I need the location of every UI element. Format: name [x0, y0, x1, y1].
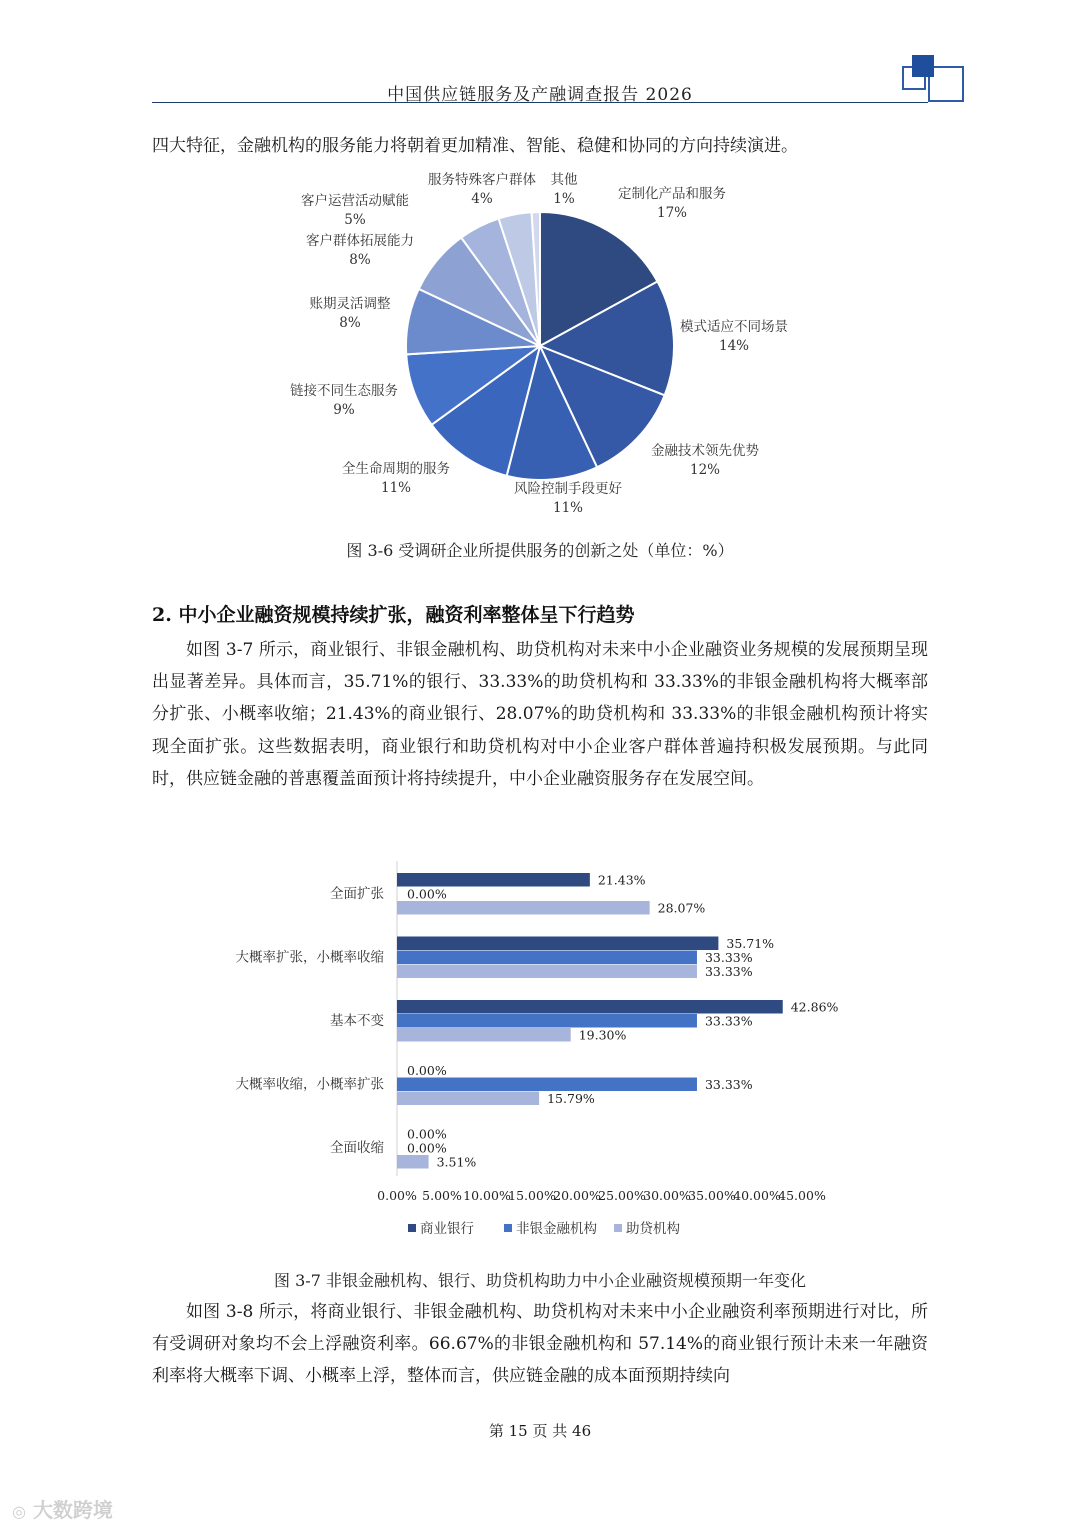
- pie-slice-value-7: 8%: [349, 252, 371, 268]
- pie-slice-label-4: 全生命周期的服务: [342, 461, 450, 477]
- x-tick-labels: [377, 1188, 826, 1203]
- bar-3-1: [397, 1078, 697, 1092]
- pie-slice-label-5: 链接不同生态服务: [290, 383, 398, 399]
- pie-slice-label-8: 客户运营活动赋能: [301, 193, 409, 209]
- legend-label-2: 助贷机构: [626, 1221, 680, 1237]
- pie-slice-label-0: 定制化产品和服务: [618, 186, 726, 202]
- pie-slice-label-7: 客户群体拓展能力: [306, 233, 414, 249]
- legend-swatch-2: [614, 1224, 622, 1232]
- pie-slice-label-10: 其他: [550, 172, 578, 188]
- bar-value-4-0: 0.00%: [407, 1126, 447, 1142]
- watermark-icon: ◎: [12, 1502, 26, 1521]
- category-label-3: 大概率收缩，小概率扩张: [235, 1076, 384, 1093]
- pie-slice-value-1: 14%: [718, 338, 750, 354]
- pie-chart-figure-3-6: [152, 168, 928, 528]
- bar-2-0: [397, 1000, 783, 1014]
- category-label-1: 大概率扩张，小概率收缩: [235, 949, 384, 966]
- legend-swatch-1: [504, 1224, 512, 1232]
- pie-slice-value-3: 11%: [552, 500, 584, 516]
- watermark-text: 大数跨境: [32, 1498, 113, 1522]
- bar-chart-figure-3-7: [152, 856, 928, 1246]
- x-tick-6: 30.00%: [643, 1188, 691, 1203]
- x-tick-0: 0.00%: [377, 1188, 417, 1203]
- pie-slice-value-10: 1%: [553, 191, 575, 207]
- bar-value-0-1: 0.00%: [407, 886, 447, 902]
- category-label-4: 全面收缩: [330, 1140, 384, 1156]
- bar-value-0-0: 21.43%: [597, 872, 646, 888]
- pie-slice-value-8: 5%: [344, 212, 366, 228]
- x-tick-4: 20.00%: [553, 1188, 601, 1203]
- category-labels: [236, 885, 385, 1156]
- x-tick-8: 40.00%: [733, 1188, 781, 1203]
- section-heading: 2. 中小企业融资规模持续扩张，融资利率整体呈下行趋势: [152, 604, 635, 626]
- legend-swatch-0: [408, 1224, 416, 1232]
- bar-2-2: [397, 1028, 571, 1042]
- bar-2-1: [397, 1014, 697, 1028]
- bar-0-2: [397, 901, 650, 915]
- pie-slice-label-3: 风险控制手段更好: [514, 481, 622, 497]
- bar-1-1: [397, 951, 697, 965]
- bar-value-0-2: 28.07%: [657, 900, 706, 916]
- intro-paragraph-line: 四大特征，金融机构的服务能力将朝着更加精准、智能、稳健和协同的方向持续演进。: [152, 136, 798, 156]
- bar-value-2-1: 33.33%: [704, 1013, 753, 1029]
- pie-slice-value-2: 12%: [689, 462, 721, 478]
- bar-4-2: [397, 1155, 429, 1169]
- category-label-0: 全面扩张: [330, 886, 384, 902]
- bar-value-2-0: 42.86%: [790, 999, 839, 1015]
- page-header-title: 中国供应链服务及产融调查报告 2026: [387, 85, 693, 105]
- pie-slice-value-0: 17%: [656, 205, 688, 221]
- x-tick-7: 35.00%: [688, 1188, 736, 1203]
- figure-3-7-caption: 图 3-7 非银金融机构、银行、助贷机构助力中小企业融资规模预期一年变化: [274, 1271, 806, 1290]
- chart-legend: [408, 1220, 680, 1237]
- bar-value-4-2: 3.51%: [436, 1154, 477, 1170]
- bar-3-2: [397, 1092, 539, 1106]
- legend-label-1: 非银金融机构: [516, 1221, 597, 1237]
- pie-slice-label-1: 模式适应不同场景: [680, 319, 788, 335]
- pie-slice-value-6: 8%: [339, 315, 361, 331]
- paragraph-figure-3-8: 如图 3-8 所示，将商业银行、非银金融机构、助贷机构对未来中小企业融资利率预期进行对比，所有受调研对象均不会上浮融资利率。66.67%的非银金融机构和 57.14%的商业银行预计未来一年融资利率将大概率下调、小概率上浮，整体而言，供应链金融的成本面预期持续向: [152, 1302, 928, 1387]
- category-label-2: 基本不变: [330, 1013, 384, 1029]
- bar-0-0: [397, 873, 590, 887]
- bar-1-2: [397, 965, 697, 979]
- x-tick-1: 5.00%: [422, 1188, 462, 1203]
- pie-slice-value-4: 11%: [380, 480, 412, 496]
- bar-value-3-0: 0.00%: [407, 1063, 447, 1078]
- figure-3-6-caption: 图 3-6 受调研企业所提供服务的创新之处（单位：%）: [346, 541, 734, 560]
- bar-value-1-2: 33.33%: [704, 964, 753, 979]
- header-logo-square-filled: [912, 55, 934, 77]
- bar-value-1-1: 33.33%: [704, 950, 753, 965]
- section-paragraph: 如图 3-7 所示，商业银行、非银金融机构、助贷机构对未来中小企业融资业务规模的发展预期呈现出显著差异。具体而言，35.71%的银行、33.33%的助贷机构和 33.33%的非银金融机构将大概率部分扩张、小概率收缩；21.43%的商业银行、28.07%的助贷机构和 33.33%的非银金融机构预计将实现全面扩张。这些数据表明，商业银行和助贷机构对中小企业客户群体普遍持积极发展预期。与此同时，供应链金融的普惠覆盖面预计将持续提升，中小企业融资服务存在发展空间。: [152, 640, 928, 789]
- pie-slice-value-9: 4%: [471, 191, 493, 207]
- pie-slices: [406, 212, 674, 480]
- legend-label-0: 商业银行: [420, 1221, 474, 1237]
- pie-slice-label-2: 金融技术领先优势: [651, 443, 759, 459]
- watermark-logo: [12, 1494, 113, 1523]
- x-tick-2: 10.00%: [463, 1188, 511, 1203]
- pie-slice-label-6: 账期灵活调整: [309, 296, 391, 312]
- x-tick-3: 15.00%: [508, 1188, 556, 1203]
- bar-value-1-0: 35.71%: [726, 936, 775, 951]
- pie-slice-label-9: 服务特殊客户群体: [428, 172, 536, 188]
- bar-value-4-1: 0.00%: [407, 1140, 447, 1156]
- bar-value-3-2: 15.79%: [547, 1091, 595, 1106]
- bar-1-0: [397, 937, 718, 951]
- pie-slice-value-5: 9%: [333, 402, 355, 418]
- page-number-footer: 第 15 页 共 46: [488, 1422, 592, 1440]
- x-tick-5: 25.00%: [598, 1188, 646, 1203]
- bar-value-2-2: 19.30%: [578, 1027, 627, 1043]
- bar-value-3-1: 33.33%: [704, 1077, 753, 1092]
- header-divider: [152, 102, 928, 103]
- x-tick-9: 45.00%: [778, 1188, 826, 1203]
